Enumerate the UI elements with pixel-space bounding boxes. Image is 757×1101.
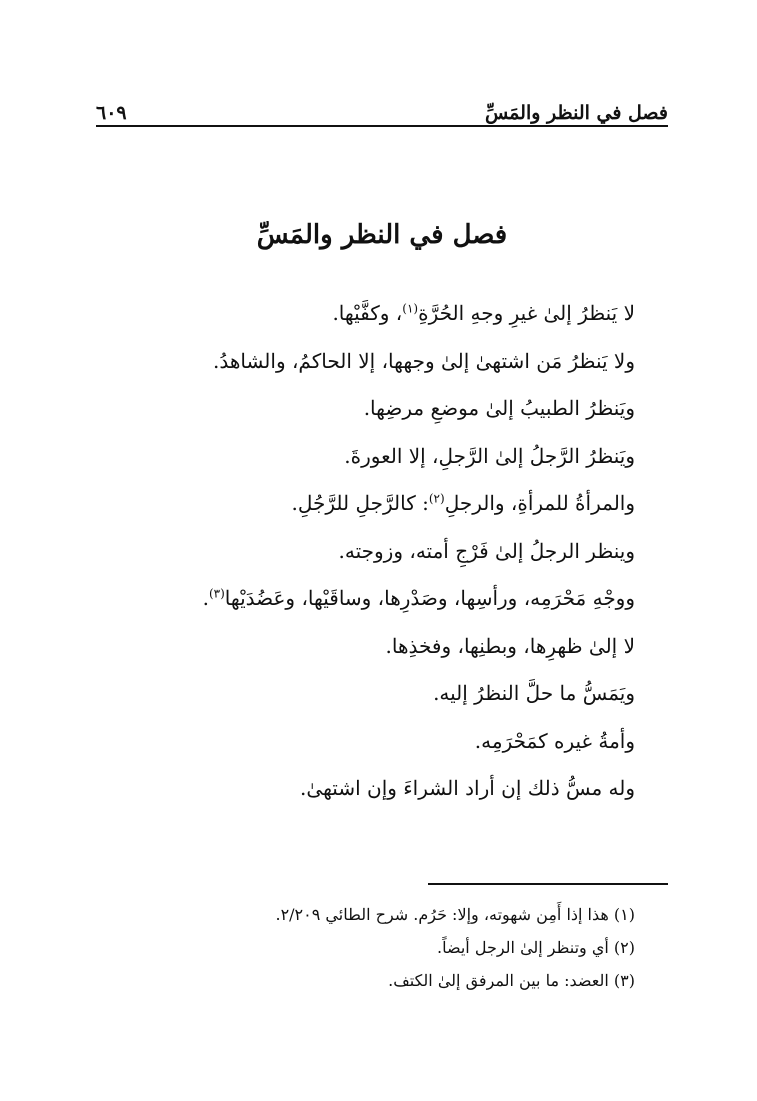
- body-line-4: [100, 433, 635, 481]
- page-number: ٦٠٩: [96, 102, 127, 124]
- footnote-rule: [428, 883, 668, 885]
- line-text: وأمةُ غيره كمَحْرَمِه.: [474, 728, 635, 753]
- line-tail: ، وكفَّيْها.: [332, 301, 403, 325]
- footnote-ref: (٣): [208, 586, 225, 601]
- body-line-8: [100, 623, 635, 671]
- body-text: [100, 290, 635, 813]
- line-text: ووجْهِ مَحْرَمِه، ورأسِها، وصَدْرِها، وساقَيْها، وعَضُدَيْها: [224, 586, 635, 610]
- line-text: والمرأةُ للمرأةِ، والرجلِ: [444, 491, 635, 515]
- line-text: ويَنظرُ الرَّجلُ إلىٰ الرَّجلِ، إلا العورةَ.: [344, 443, 635, 468]
- body-line-3: [100, 385, 635, 433]
- header-rule: [96, 125, 668, 127]
- footnote-3: (٣) العضد: ما بين المرفق إلىٰ الكتف.: [388, 971, 635, 990]
- line-text: وله مسُّ ذلك إن أراد الشراءَ وإن اشتهىٰ.: [300, 776, 635, 800]
- body-line-6: [100, 528, 635, 576]
- body-line-9: [100, 670, 635, 718]
- footnote-ref: (٢): [428, 491, 445, 506]
- body-line-2: [100, 338, 635, 386]
- footnote-1: (١) هذا إذا أَمِن شهوته، وإلا: حَرُم. شرح الطائي ٢/٢٠٩.: [275, 905, 635, 924]
- body-line-10: [100, 718, 635, 766]
- line-text: ويَمَسُّ ما حلَّ النظرُ إليه.: [433, 681, 635, 705]
- line-text: لا إلىٰ ظهرِها، وبطنِها، وفخذِها.: [385, 633, 635, 658]
- line-text: ويَنظرُ الطبيبُ إلىٰ موضعِ مرضِها.: [363, 396, 635, 420]
- body-line-11: [100, 765, 635, 813]
- chapter-title: فصل في النظر والمَسِّ: [256, 220, 508, 250]
- line-tail: .: [202, 586, 209, 610]
- footnote-2: (٢) أي وتنظر إلىٰ الرجل أيضاً.: [437, 938, 635, 957]
- line-text: لا يَنظرُ إلىٰ غيرِ وجهِ الحُرَّةِ: [418, 301, 635, 325]
- line-tail: : كالرَّجلِ للرَّجُلِ.: [291, 491, 429, 515]
- line-text: ولا يَنظرُ مَن اشتهىٰ إلىٰ وجهها، إلا الحاكمُ، والشاهدُ.: [212, 348, 635, 373]
- running-header: [96, 90, 668, 124]
- footnotes: [100, 898, 635, 997]
- body-line-1: [100, 290, 635, 338]
- body-line-5: [100, 480, 635, 528]
- line-text: وينظر الرجلُ إلىٰ فَرْجِ أمته، وزوجته.: [338, 538, 635, 563]
- body-line-7: [100, 575, 635, 623]
- footnote-ref: (١): [402, 301, 419, 316]
- running-title: فصل في النظر والمَسِّ: [484, 102, 668, 124]
